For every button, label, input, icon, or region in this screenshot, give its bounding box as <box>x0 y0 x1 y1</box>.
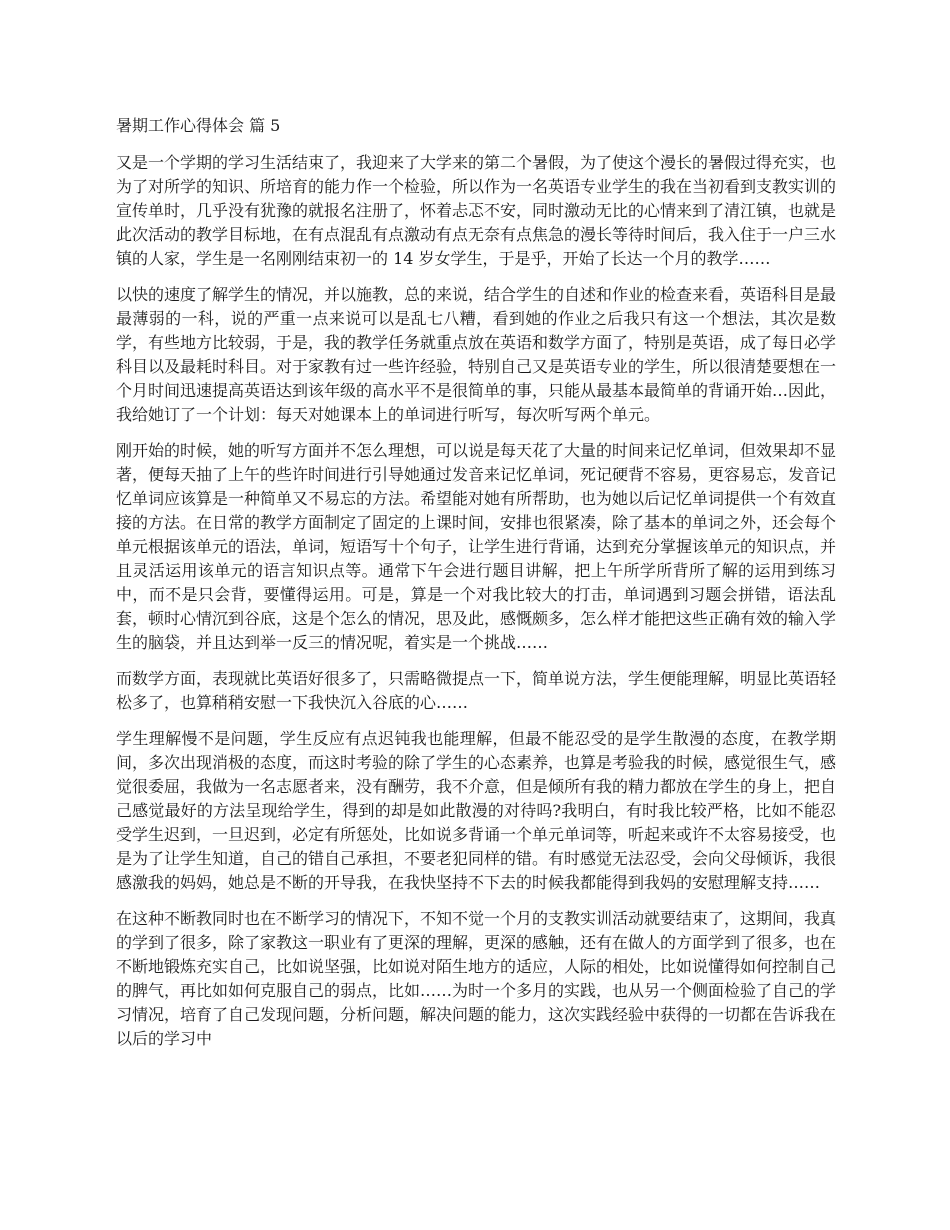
document-title: 暑期工作心得体会 篇 5 <box>116 116 281 135</box>
paragraph-1: 又是一个学期的学习生活结束了，我迎来了大学来的第二个暑假，为了使这个漫长的暑假过得充实，也为了对所学的知识、所培育的能力作一个检验，所以作为一名英语专业学生的我在当初看到支教实训的宣传单时，几乎没有犹豫的就报名注册了，怀着忐忑不安，同时激动无比的心情来到了清江镇，也就是此次活动的教学目标地，在有点混乱有点激动有点无奈有点焦急的漫长等待时间后，我入住于一户三水镇的人家，学生是一名刚刚结束初一的 14 岁女学生，于是乎，开始了长达一个月的教学…… <box>116 153 837 268</box>
paragraph-6: 在这种不断教同时也在不断学习的情况下，不知不觉一个月的支教实训活动就要结束了，这期间，我真的学到了很多，除了家教这一职业有了更深的理解，更深的感触，还有在做人的方面学到了很多，也在不断地锻炼充实自己，比如说坚强，比如说对陌生地方的适应，人际的相处，比如说懂得如何控制自己的脾气，再比如如何克服自己的弱点，比如……为时一个多月的实践，也从另一个侧面检验了自己的学习情况，培育了自己发现问题，分析问题，解决问题的能力，这次实践经验中获得的一切都在告诉我在以后的学习中 <box>116 909 837 1048</box>
document-page <box>116 113 836 1063</box>
paragraph-4: 而数学方面，表现就比英语好很多了，只需略微提点一下，简单说方法，学生便能理解，明显比英语轻松多了，也算稍稍安慰一下我快沉入谷底的心…… <box>116 669 837 712</box>
paragraph-2: 以快的速度了解学生的情况，并以施教，总的来说，结合学生的自述和作业的检查来看，英语科目是最最薄弱的一科，说的严重一点来说可以是乱七八糟，看到她的作业之后我只有这一个想法，其次是数学，有些地方比较弱，于是，我的教学任务就重点放在英语和数学方面了，特别是英语，成了每日必学科目以及最耗时科目。对于家教有过一些许经验，特别自己又是英语专业的学生，所以很清楚要想在一个月时间迅速提高英语达到该年级的高水平不是很简单的事，只能从最基本最简单的背诵开始…因此，我给她订了一个计划：每天对她课本上的单词进行听写，每次听写两个单元。 <box>116 285 837 424</box>
paragraph-3: 刚开始的时候，她的听写方面并不怎么理想，可以说是每天花了大量的时间来记忆单词，但效果却不显著，便每天抽了上午的些许时间进行引导她通过发音来记忆单词，死记硬背不容易，更容易忘，发音记忆单词应该算是一种简单又不易忘的方法。希望能对她有所帮助，也为她以后记忆单词提供一个有效直接的方法。在日常的教学方面制定了固定的上课时间，安排也很紧凑，除了基本的单词之外，还会每个单元根据该单元的语法，单词，短语写十个句子，让学生进行背诵，达到充分掌握该单元的知识点，并且灵活运用该单元的语言知识点等。通常下午会进行题目讲解，把上午所学所背所了解的运用到练习中，而不是只会背，要懂得运用。可是，算是一个对我比较大的打击，单词遇到习题会拼错，语法乱套，顿时心情沉到谷底，这是个怎么的情况，思及此，感慨颇多，怎么样才能把这些正确有效的输入学生的脑袋，并且达到举一反三的情况呢，着实是一个挑战…… <box>116 441 837 652</box>
paragraph-5: 学生理解慢不是问题，学生反应有点迟钝我也能理解，但最不能忍受的是学生散漫的态度，在教学期间，多次出现消极的态度，而这时考验的除了学生的心态素养，也算是考验我的时候，感觉很生气，感觉很委屈，我做为一名志愿者来，没有酬劳，我不介意，但是倾所有我的精力都放在学生的身上，把自己感觉最好的方法呈现给学生，得到的却是如此散漫的对待吗?我明白，有时我比较严格，比如不能忍受学生迟到，一旦迟到，必定有所惩处，比如说多背诵一个单元单词等，听起来或许不太容易接受，也是为了让学生知道，自己的错自己承担，不要老犯同样的错。有时感觉无法忍受，会向父母倾诉，我很感激我的妈妈，她总是不断的开导我，在我快坚持不下去的时候我都能得到我妈的安慰理解支持…… <box>116 729 837 892</box>
